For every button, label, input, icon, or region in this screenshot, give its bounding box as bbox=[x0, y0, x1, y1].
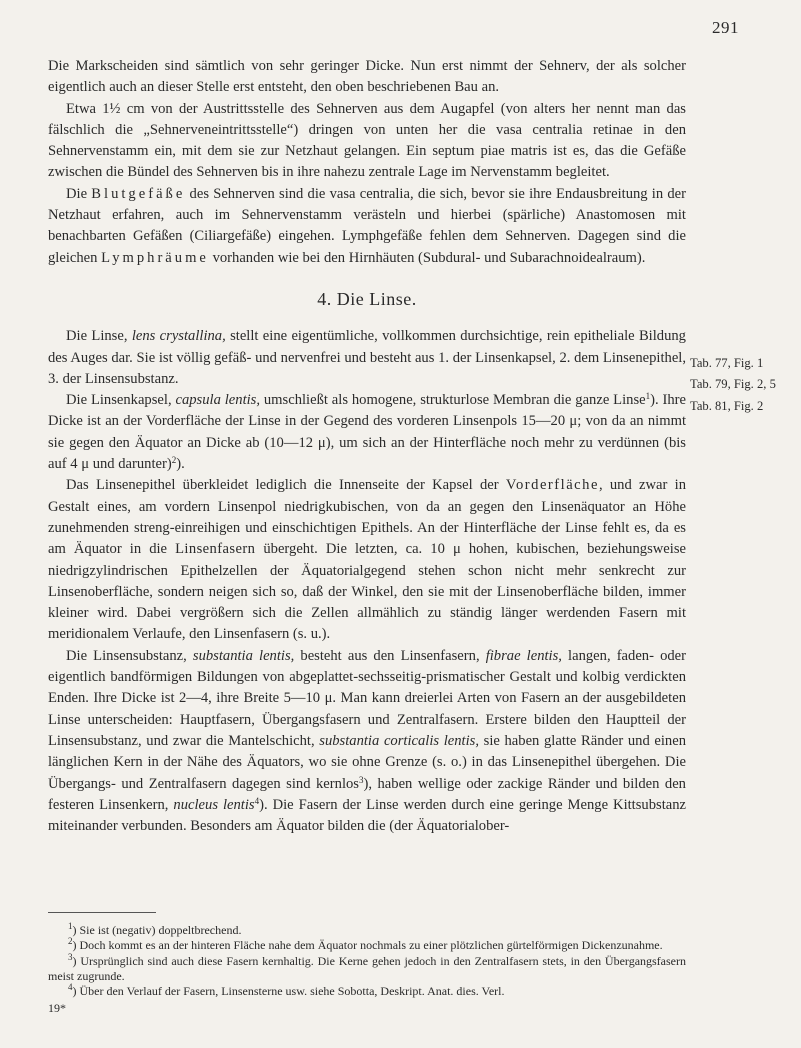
section-title: 4. Die Linse. bbox=[317, 288, 417, 309]
emphasis-blutgefaesse: Blutgefäße bbox=[91, 185, 186, 202]
paragraph-1: Die Markscheiden sind sämtlich von sehr geringer Dicke. Nun erst nimmt der Sehnerv, der als solcher eigentlich auch an dieser Stelle erst entsteht, den oben beschriebenen Bau an. bbox=[48, 58, 686, 96]
text-run: Die Linsensubstanz, bbox=[66, 647, 193, 664]
text-run: übergeht. Die letzten, ca. 10 μ hohen, kubischen, beziehungsweise niedrigzylindrischen Epithelzellen der Äquatorialgegend stehen schon nicht mehr senkrecht zur Linsenoberfläche, sondern neigen sich so, daß der Winkel, den sie mit der Linsenoberfläche bilden, immer kleiner wird. Dabei vergrößern sich die Zellen allmählich zu ständig länger werdenden Fasern mit meridionalem Verlaufe, den Linsenfasern (s. u.). bbox=[48, 541, 686, 643]
footnote-ref-1: 1 bbox=[645, 391, 651, 402]
text-run: des Sehnerven sind die vasa centralia, die sich, bevor sie ihre Endausbreitung in der Netzhaut erfahren, auch im Sehnervenstamm verästeln und hierbei (spärliche) Anastomosen mit benachbarten Gefäßen (Ciliargefäße) eingehen. Lymphgefäße fehlen dem Sehnerven. Dagegen sind die gleichen bbox=[48, 185, 686, 266]
footnote-text: ) Sie ist (negativ) doppeltbrechend. bbox=[72, 923, 242, 937]
footnote-4 bbox=[48, 984, 686, 999]
term-substantia-corticalis: substantia corticalis lentis, bbox=[319, 732, 479, 749]
margin-ref: Tab. 79, Fig. 2, 5 bbox=[690, 377, 776, 392]
paragraph-6 bbox=[48, 475, 686, 645]
text-run: ). bbox=[176, 456, 185, 473]
text-run: ). Die Fasern der Linse werden durch eine geringe Menge Kittsubstanz miteinander verbunden. Besonders am Äquator bilden die (der Äquatorialober- bbox=[48, 796, 686, 835]
term-fibrae-lentis: fibrae lentis, bbox=[485, 647, 562, 664]
footnote-number: 2 bbox=[68, 936, 73, 947]
footnote-number: 1 bbox=[68, 921, 73, 931]
emphasis-lymphraeume: Lymphräume bbox=[101, 249, 209, 266]
paragraph-2: Etwa 1½ cm von der Austrittsstelle des Sehnerven aus dem Augapfel (von alters her nennt man das fälschlich die „Sehnerveneintrittsstelle“) dringen von unten her die vasa centralia retinae in den Sehnervenstamm ein, mit dem sie zur Netzhaut gelangen. Ein septum piae matris ist es, das die Gefäße zwischen die Bündel des Sehnerven bis in ihre nahezu zentrale Lage im Nervenstamm begleitet. bbox=[48, 100, 686, 181]
footnote-text: ) Ursprünglich sind auch diese Fasern kernhaltig. Die Kerne gehen jedoch in den Zentralfasern stets, in den Übergangsfasern meist zugrunde. bbox=[48, 953, 686, 983]
text-run: besteht aus den Linsenfasern, bbox=[294, 647, 486, 664]
main-text bbox=[48, 56, 686, 837]
paragraph-7 bbox=[48, 646, 686, 838]
text-run: ), haben wellige oder zackige Ränder und bilden den festeren Linsenkern, bbox=[48, 775, 686, 813]
footnote-1 bbox=[48, 923, 686, 938]
text-run: Die Linse, bbox=[66, 328, 132, 345]
footnote-ref-4: 4 bbox=[254, 795, 260, 806]
footnote-2 bbox=[48, 938, 686, 953]
term-capsula-lentis: capsula lentis, bbox=[175, 392, 261, 409]
text-run: langen, faden- oder eigentlich bandförmigen Bildungen von abgeplattet-sechsseitig-prismatischer Gestalt und kolbig verdickten Enden. Ihre Dicke ist 2—4, ihre Breite 5—10 μ. Man kann dreierlei Arten von Fasern an der ausgebildeten Linse unterscheiden: Hauptfasern, Übergangsfasern und Zentralfasern. Erstere bilden den Hauptteil der Linsensubstanz, und zwar die Mantelschicht, bbox=[48, 647, 686, 749]
text-run: Die Linsenkapsel, bbox=[66, 392, 176, 409]
text-run: ). Ihre Dicke ist an der Vorderfläche der Linse in der Gegend des vorderen Linsenpols 15—20 μ; von da an nimmt sie gegen den Äquator an Dicke ab (10—12 μ), um sich an der Hinterfläche noch mehr zu verdünnen (bis auf 4 μ und darunter) bbox=[48, 392, 686, 473]
footnotes bbox=[48, 912, 686, 1017]
text-run: sie haben glatte Ränder und einen länglichen Kern in der Nähe des Äquators, wo sie ohne Grenze (s. o.) in das Linsenepithel übergehen. Die Übergangs- und Zentralfasern dagegen sind kernlos bbox=[48, 732, 686, 792]
term-substantia-lentis: substantia lentis, bbox=[192, 647, 295, 664]
text-run: vorhanden wie bei den Hirnhäuten (Subdural- und Subarachnoidealraum). bbox=[208, 249, 646, 266]
text-run: stellt eine eigentümliche, vollkommen durchsichtige, rein epitheliale Bildung des Auges dar. Sie ist völlig gefäß- und nervenfrei und besteht aus 1. der Linsenkapsel, 2. dem Linsenepithel, 3. der Linsensubstanz. bbox=[48, 328, 686, 387]
paragraph-4 bbox=[48, 326, 686, 390]
footnote-text: ) Doch kommt es an der hinteren Fläche nahe dem Äquator nochmals zu einer plötzlichen gürtelförmigen Dickenzunahme. bbox=[72, 938, 663, 953]
paragraph-3 bbox=[48, 184, 686, 269]
text-run: Die bbox=[66, 185, 92, 202]
page-number: 291 bbox=[712, 18, 739, 37]
footnote-ref-3: 3 bbox=[358, 774, 364, 785]
emphasis-linsenfasern: Linsenfasern bbox=[175, 541, 256, 558]
footnote-number: 3 bbox=[68, 951, 73, 962]
margin-references bbox=[690, 353, 776, 417]
footnote-divider bbox=[48, 912, 156, 913]
footnote-text: ) Über den Verlauf der Fasern, Linsensterne usw. siehe Sobotta, Deskript. Anat. dies. Verl. bbox=[72, 984, 505, 999]
signature-mark: 19* bbox=[48, 1001, 66, 1016]
term-lens-crystallina: lens crystallina, bbox=[131, 328, 226, 345]
margin-ref: Tab. 81, Fig. 2 bbox=[690, 398, 764, 413]
emphasis-vorderflaeche: Vorderfläche bbox=[505, 477, 599, 494]
text-run: , und zwar in Gestalt eines, am vordern Linsenpol niedrigkubischen, von da an gegen den Linsenäquator an Höhe zunehmenden streng-einreihigen und einschichtigen Epithels. An der Hinterfläche der Linse fehlt es, da es am Äquator in die bbox=[48, 477, 686, 558]
text-run: umschließt als homogene, strukturlose Membran die ganze Linse bbox=[260, 392, 646, 409]
text-run: Das Linsenepithel überkleidet lediglich die Innenseite der Kapsel der bbox=[66, 477, 506, 494]
footnote-ref-2: 2 bbox=[171, 455, 177, 466]
paragraph-5 bbox=[48, 390, 686, 475]
term-nucleus-lentis: nucleus lentis bbox=[173, 796, 255, 813]
footnote-3 bbox=[48, 951, 686, 985]
margin-ref: Tab. 77, Fig. 1 bbox=[690, 356, 764, 370]
footnote-number: 4 bbox=[68, 982, 73, 993]
